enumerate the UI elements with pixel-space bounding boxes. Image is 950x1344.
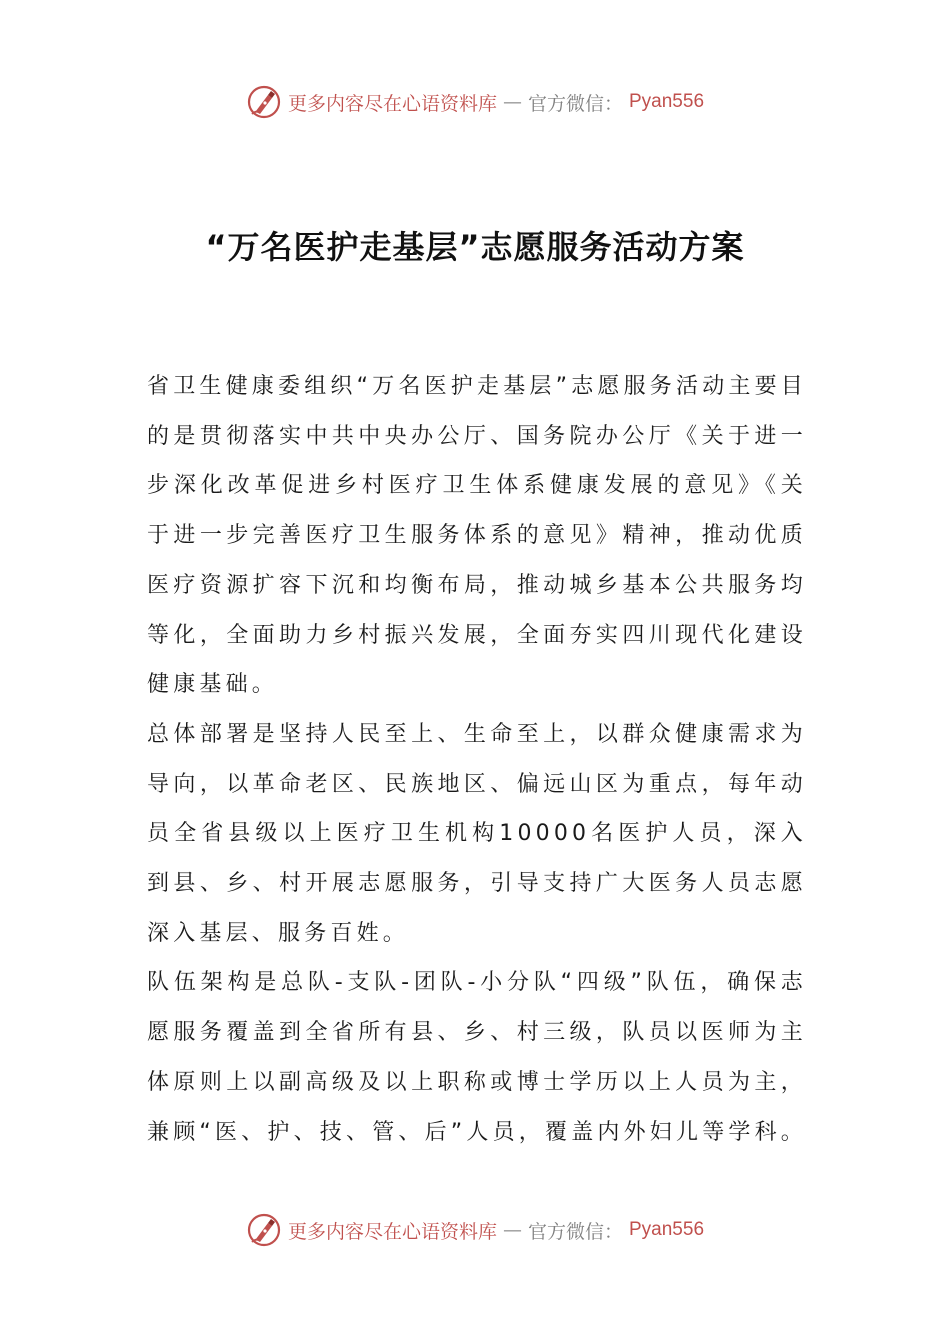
- header-banner-dash: —: [502, 91, 522, 113]
- header-watermark-banner: [0, 82, 950, 122]
- footer-watermark-banner: [0, 1210, 950, 1250]
- pen-nib-logo-icon: [246, 84, 282, 120]
- document-body: [147, 362, 807, 1157]
- document-title: “万名医护走基层”志愿服务活动方案: [205, 228, 745, 266]
- header-banner-main-text: 更多内容尽在心语资料库: [287, 92, 497, 115]
- paragraph-purpose: 省卫生健康委组织“万名医护走基层”志愿服务活动主要目的是贯彻落实中共中央办公厅、国务院办公厅《关于进一步深化改革促进乡村医疗卫生体系健康发展的意见》《关于进一步完善医疗卫生服务体系的意见》精神，推动优质医疗资源扩容下沉和均衡布局，推动城乡基本公共服务均等化，全面助力乡村振兴发展，全面夯实四川现代化建设健康基础。: [147, 374, 807, 698]
- paragraph-team-structure: 队伍架构是总队-支队-团队-小分队“四级”队伍，确保志愿服务覆盖到全省所有县、乡、村三级，队员以医师为主体原则上以副高级及以上职称或博士学历以上人员为主，兼顾“医、护、技、管、后”人员，覆盖内外妇儿等学科。: [147, 970, 807, 1145]
- header-banner-wechat-label: 官方微信：: [527, 92, 623, 115]
- header-banner-wechat-id: Pyan556: [629, 91, 705, 112]
- paragraph-deployment: 总体部署是坚持人民至上、生命至上，以群众健康需求为导向，以革命老区、民族地区、偏远山区为重点，每年动员全省县级以上医疗卫生机构10000名医护人员，深入到县、乡、村开展志愿服务，引导支持广大医务人员志愿深入基层、服务百姓。: [147, 721, 807, 946]
- footer-banner-dash: —: [502, 1219, 522, 1241]
- footer-banner-wechat-id: Pyan556: [629, 1219, 705, 1240]
- footer-banner-wechat-label: 官方微信：: [527, 1220, 623, 1243]
- footer-banner-main-text: 更多内容尽在心语资料库: [287, 1220, 497, 1243]
- pen-nib-logo-icon: [246, 1212, 282, 1248]
